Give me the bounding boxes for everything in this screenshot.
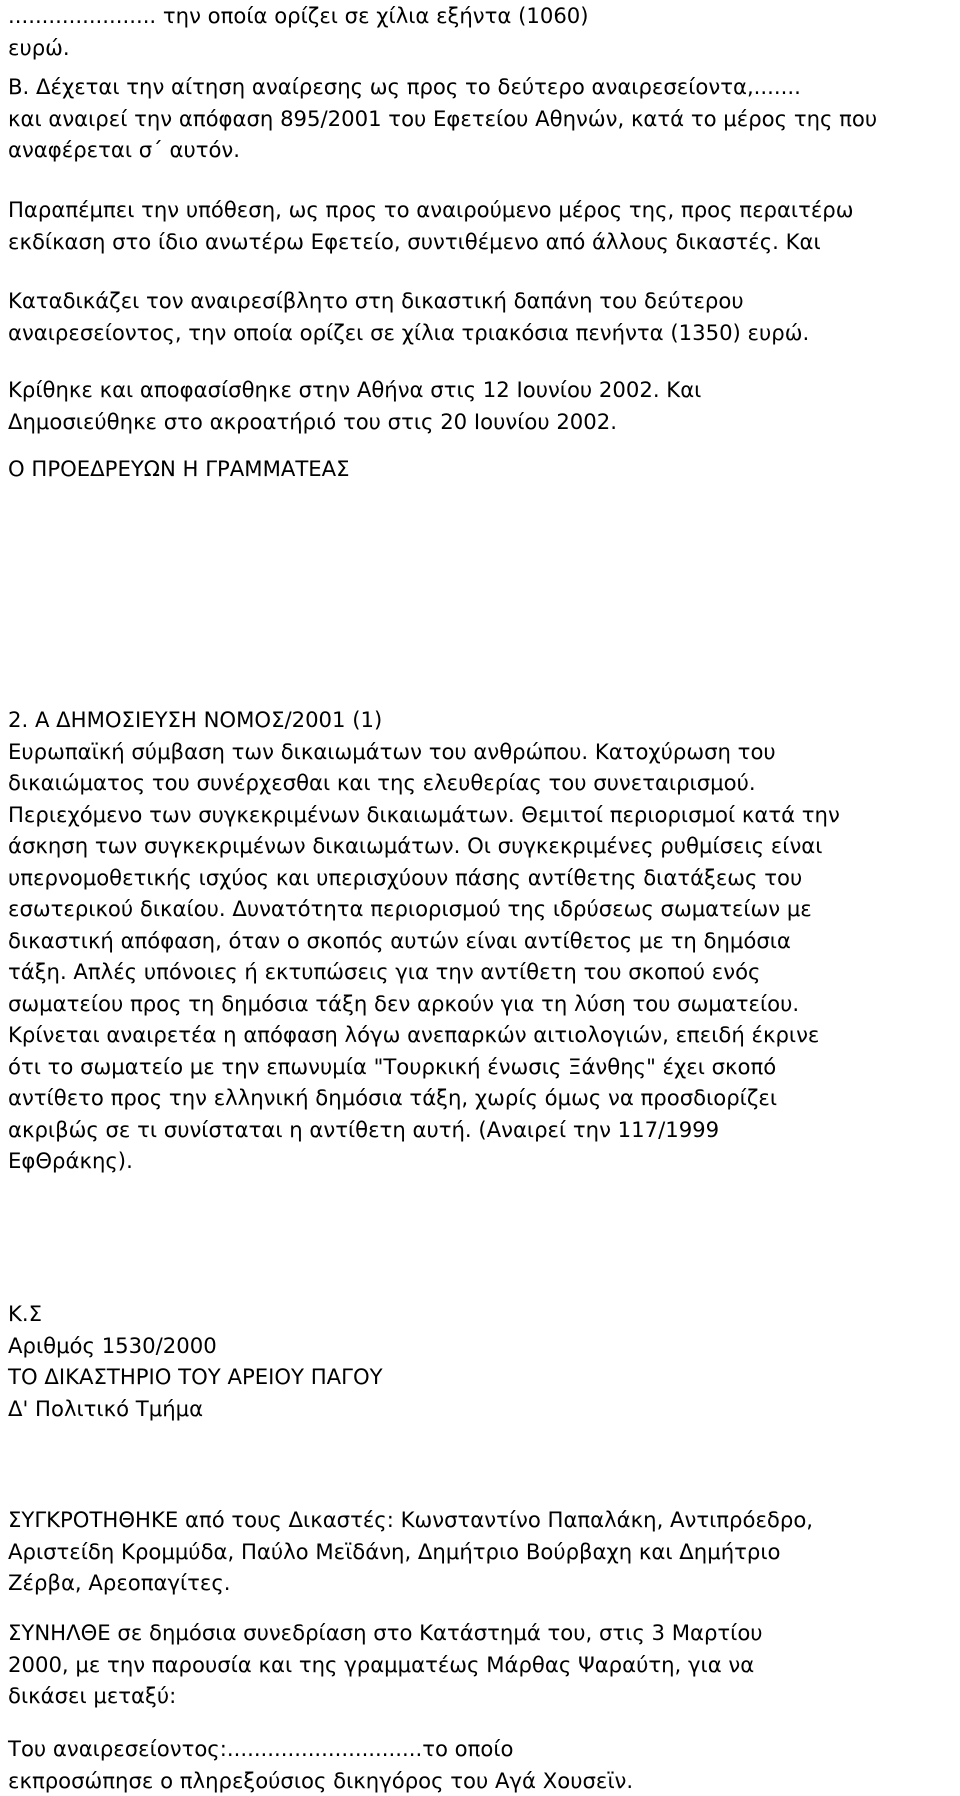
signatures-line: Ο ΠΡΟΕΔΡΕΥΩΝ Η ΓΡΑΜΜΑΤΕΑΣ — [8, 456, 350, 481]
paragraph-amount-1060: ...................... την οποία ορίζει σε χίλια εξήντα (1060) ευρώ. — [8, 3, 589, 60]
case-header: Κ.Σ Αριθμός 1530/2000 ΤΟ ΔΙΚΑΣΤΗΡΙΟ ΤΟΥ ΑΡΕΙΟΥ ΠΑΓΟΥ Δ' Πολιτικό Τμήμα — [8, 1301, 383, 1421]
paragraph-composition: ΣΥΓΚΡΟΤΗΘΗΚΕ από τους Δικαστές: Κωνσταντίνο Παπαλάκη, Αντιπρόεδρο, Αριστείδη Κρομμύδα, Παύλο Μεϊδάνη, Δημήτριο Βούρβαχη και Δημήτριο Ζέρβα, Αρεοπαγίτες. — [8, 1507, 814, 1595]
paragraph-session: ΣΥΝΗΛΘΕ σε δημόσια συνεδρίαση στο Κατάστημά του, στις 3 Μαρτίου 2000, με την παρουσία και της γραμματέως Μάρθας Ψαραύτη, για να δικάσει μεταξύ: — [8, 1620, 763, 1708]
paragraph-referral: Παραπέμπει την υπόθεση, ως προς το αναιρούμενο μέρος της, προς περαιτέρω εκδίκαση στο ίδιο ανωτέρω Εφετείο, συντιθέμενο από άλλους δικαστές. Και — [8, 197, 854, 254]
paragraph-appellant: Του αναιρεσείοντος:.............................το οποίο εκπροσώπησε ο πληρεξούσιος δικηγόρος του Αγά Χουσεϊν. — [8, 1736, 634, 1793]
paragraph-costs: Καταδικάζει τον αναιρεσίβλητο στη δικαστική δαπάνη του δεύτερου αναιρεσείοντος, την οποία ορίζει σε χίλια τριακόσια πενήντα (1350) ευρώ. — [8, 288, 810, 345]
paragraph-summary-nomos-2001: 2. Α ΔΗΜΟΣΙΕΥΣΗ ΝΟΜΟΣ/2001 (1) Ευρωπαϊκή σύμβαση των δικαιωμάτων του ανθρώπου. Κατοχύρωση του δικαιώματος του συνέρχεσθαι και της ελευθερίας του συνεταιρισμού. Περιεχόμενο των συγκεκριμένων δικαιωμάτων. Θεμιτοί περιορισμοί κατά την άσκηση των συγκεκριμένων δικαιωμάτων. Οι συγκεκριμένες ρυθμίσεις είναι υπερνομοθετικής ισχύος και υπερισχύουν πάσης αντίθετης διατάξεως του εσωτερικού δικαίου. Δυνατότητα περιορισμού της ιδρύσεως σωματείων με δικαστική απόφαση, όταν ο σκοπός αυτών είναι αντίθετος με τη δημόσια τάξη. Απλές υπόνοιες ή εκτυπώσεις για την αντίθετη του σκοπού ενός σωματείου προς τη δημόσια τάξη δεν αρκούν για τη λύση του σωματείου. Κρίνεται αναιρετέα η απόφαση λόγω ανεπαρκών αιτιολογιών, επειδή έκρινε ότι το σωματείο με την επωνυμία "Τουρκική ένωσις Ξάνθης" έχει σκοπό αντίθετο προς την ελληνική δημόσια τάξη, χωρίς όμως να προσδιορίζει ακριβώς σε τι συνίσταται η αντίθετη αυτή. (Αναιρεί την 117/1999 ΕφΘράκης). — [8, 707, 840, 1173]
paragraph-second-appellant: Β. Δέχεται την αίτηση αναίρεσης ως προς το δεύτερο αναιρεσείοντα,....... και αναιρεί την απόφαση 895/2001 του Εφετείου Αθηνών, κατά το μέρος της που αναφέρεται σ΄ αυτόν. — [8, 74, 878, 162]
paragraph-decided-date: Κρίθηκε και αποφασίσθηκε στην Αθήνα στις 12 Ιουνίου 2002. Και Δημοσιεύθηκε στο ακροατήριό του στις 20 Ιουνίου 2002. — [8, 377, 702, 434]
